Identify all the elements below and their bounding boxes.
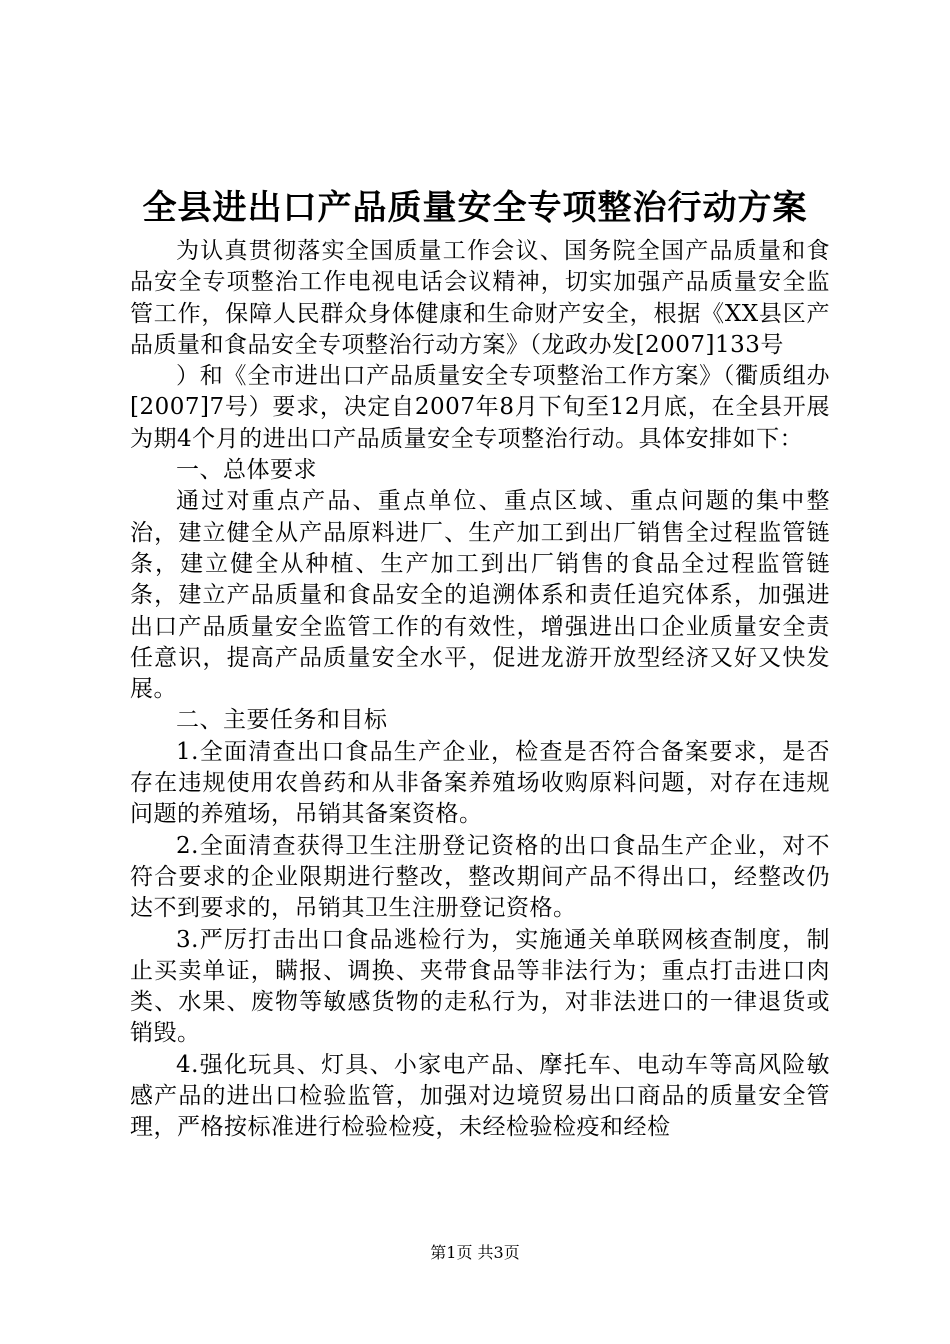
list-item-task-2: 2.全面清查获得卫生注册登记资格的出口食品生产企业，对不符合要求的企业限期进行整改，整改期间产品不得出口，经整改仍达不到要求的，吊销其卫生注册登记资格。 xyxy=(130,832,830,922)
section-heading-tasks-goals: 二、主要任务和目标 xyxy=(176,707,388,734)
paragraph-intro-continued: ）和《全市进出口产品质量安全专项整治工作方案》（衢质组办[2007]7号）要求，决定自2007年8月下旬至12月底，在全县开展为期4个月的进出口产品质量安全专项整治行动。具体安排如下： xyxy=(130,363,830,452)
page-number-footer: 第1页 共3页 xyxy=(430,1243,520,1262)
list-item-task-4: 4.强化玩具、灯具、小家电产品、摩托车、电动车等高风险敏感产品的进出口检验监管，加强对边境贸易出口商品的质量安全管理，严格按标准进行检验检疫，未经检验检疫和经检 xyxy=(130,1051,830,1141)
paragraph-intro: 为认真贯彻落实全国质量工作会议、国务院全国产品质量和食品安全专项整治工作电视电话会议精神，切实加强产品质量安全监管工作，保障人民群众身体健康和生命财产安全，根据《XX县区产品质量和食品安全专项整治行动方案》（龙政办发[2007]133号 xyxy=(130,238,830,358)
section-heading-general-requirements: 一、总体要求 xyxy=(176,457,317,484)
list-item-task-1: 1.全面清查出口食品生产企业，检查是否符合备案要求，是否存在违规使用农兽药和从非备案养殖场收购原料问题，对存在违规问题的养殖场，吊销其备案资格。 xyxy=(130,738,830,828)
document-body xyxy=(130,236,830,1144)
paragraph-general-requirements: 通过对重点产品、重点单位、重点区域、重点问题的集中整治，建立健全从产品原料进厂、生产加工到出厂销售全过程监管链条，建立健全从种植、生产加工到出厂销售的食品全过程监管链条，建立产品质量和食品安全的追溯体系和责任追究体系，加强进出口产品质量安全监管工作的有效性，增强进出口企业质量安全责任意识，提高产品质量安全水平，促进龙游开放型经济又好又快发展。 xyxy=(130,488,830,703)
list-item-task-3: 3.严厉打击出口食品逃检行为，实施通关单联网核查制度，制止买卖单证，瞒报、调换、夹带食品等非法行为；重点打击进口肉类、水果、废物等敏感货物的走私行为，对非法进口的一律退货或销毁。 xyxy=(130,926,830,1047)
document-title: 全县进出口产品质量安全专项整治行动方案 xyxy=(142,188,808,228)
